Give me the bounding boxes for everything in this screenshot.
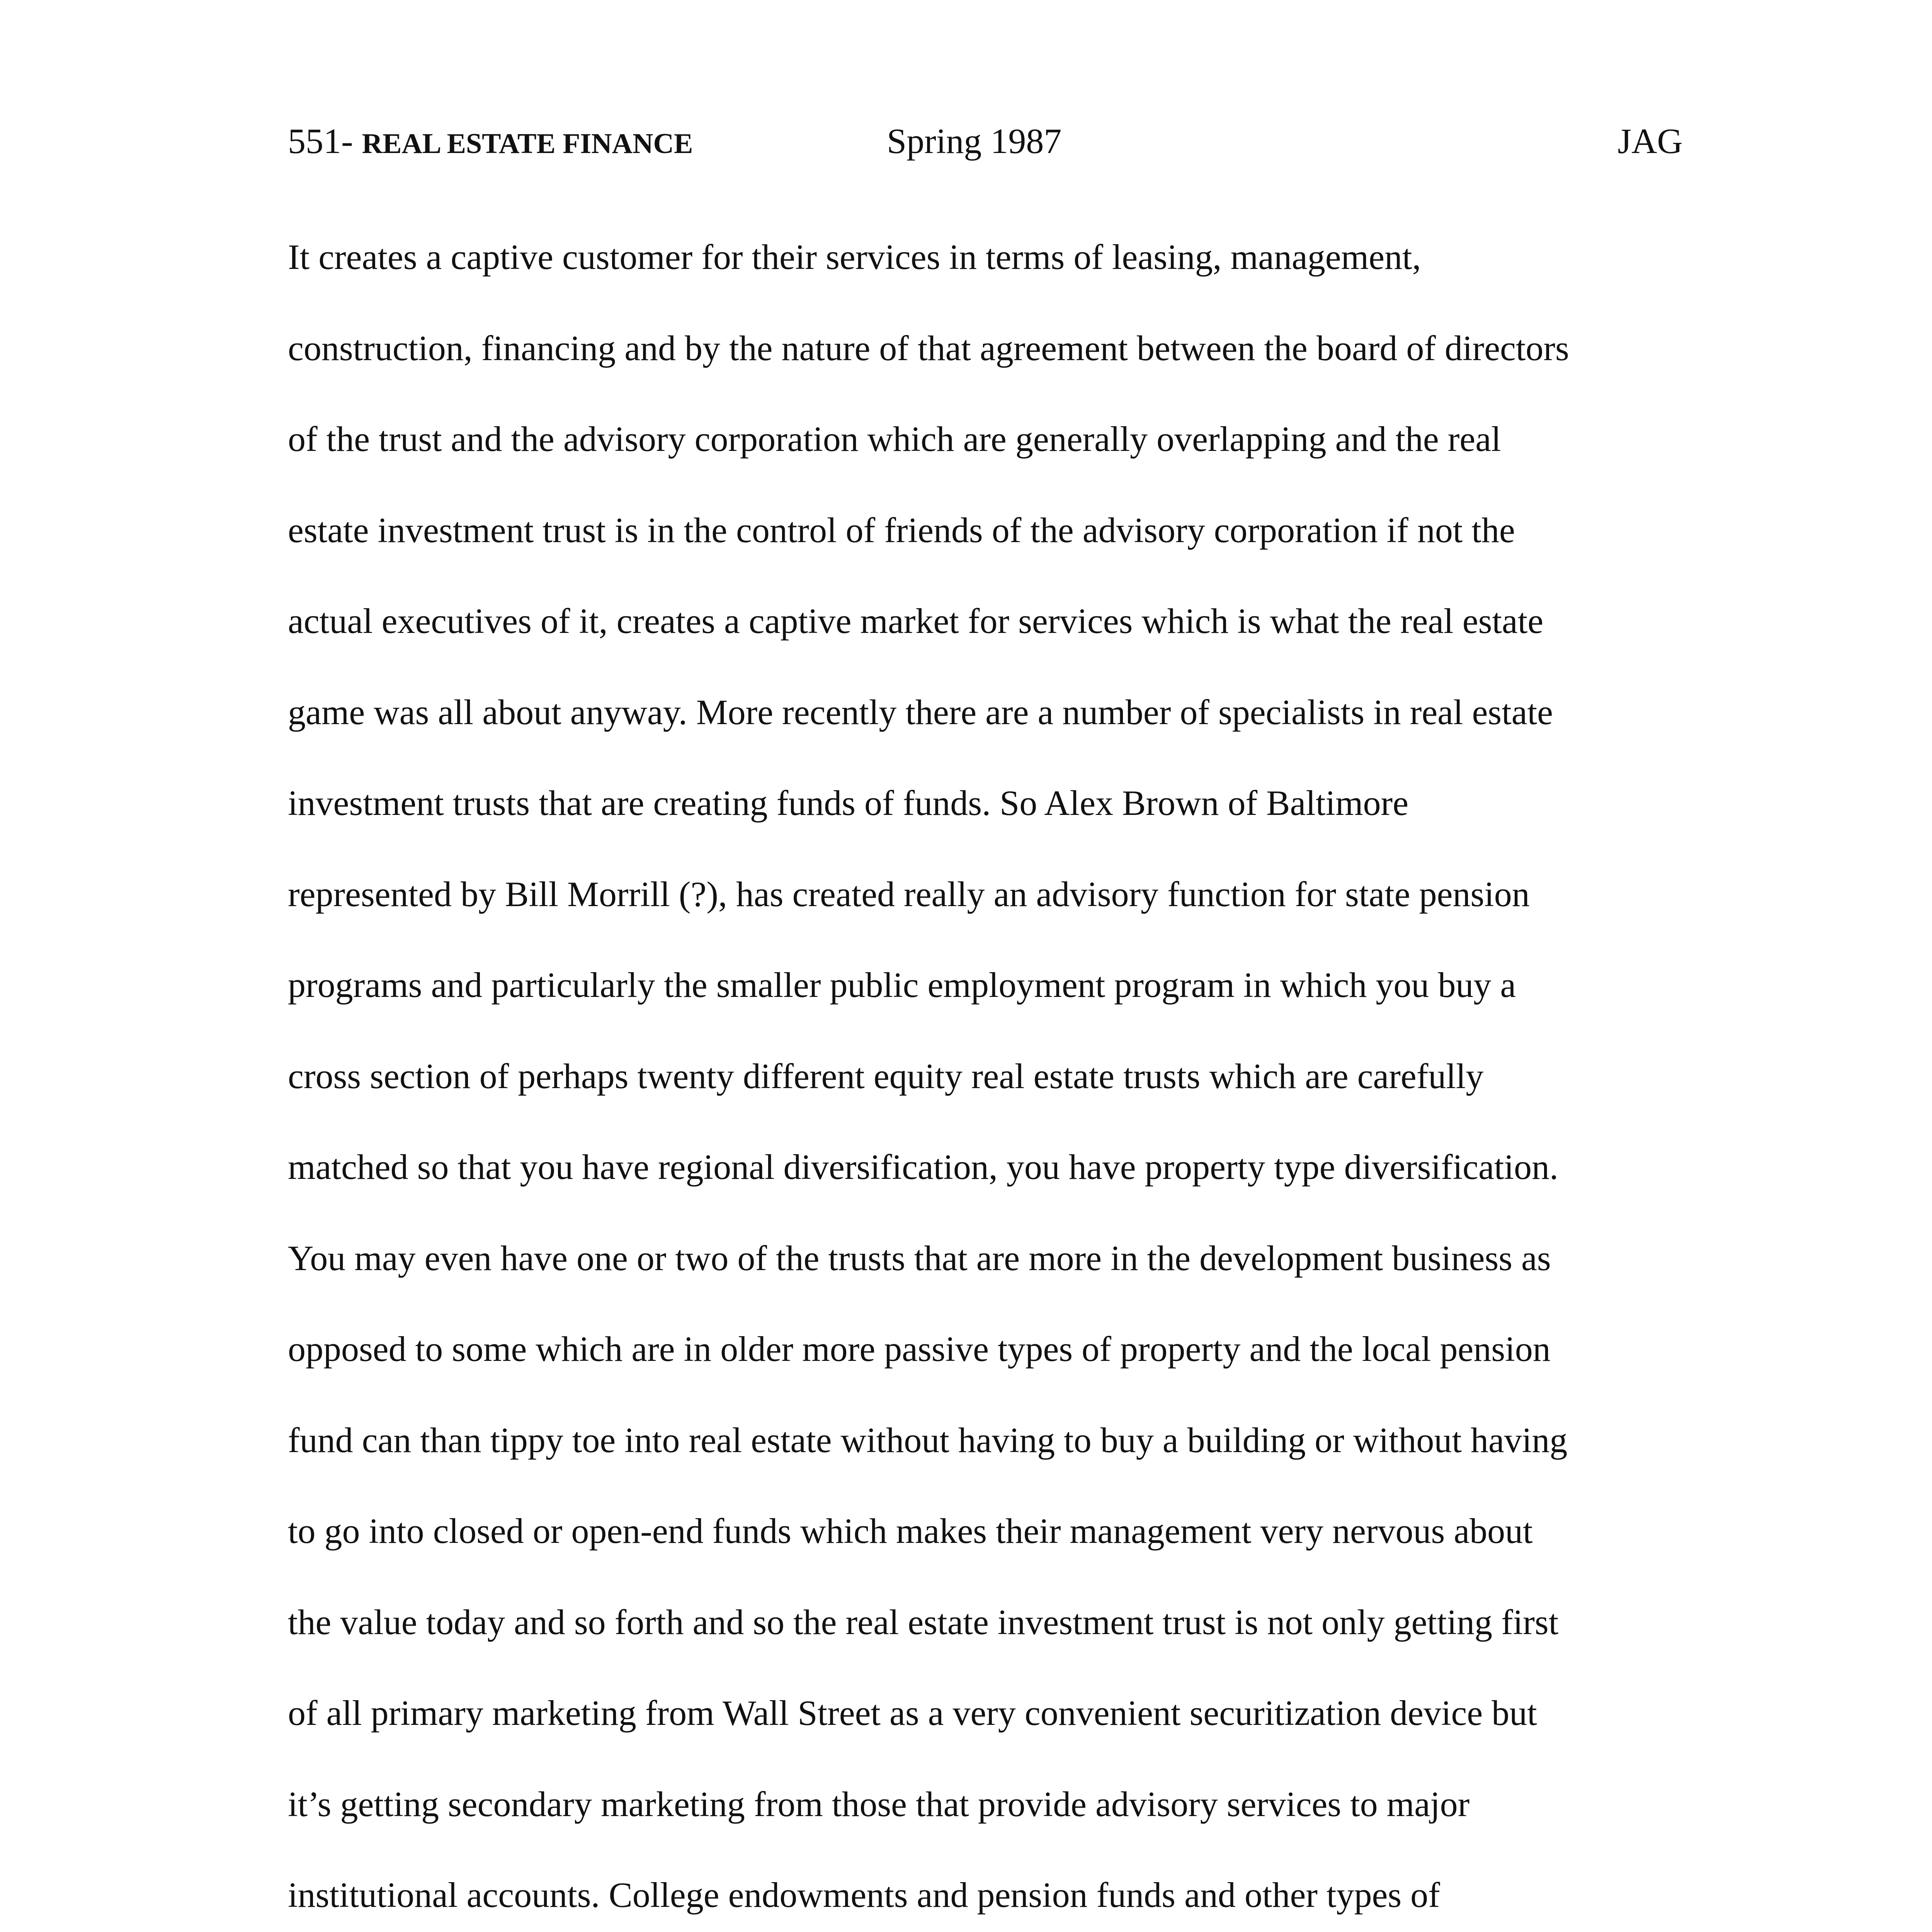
course-label xyxy=(288,116,693,169)
text-line: cross section of perhaps twenty different equity real estate trusts which are carefully xyxy=(288,1056,1484,1096)
text-line: fund can than tippy toe into real estate without having to buy a building or without having xyxy=(288,1420,1568,1460)
text-line: it’s getting secondary marketing from those that provide advisory services to major xyxy=(288,1784,1470,1824)
page-header xyxy=(288,116,1683,166)
text-line: of all primary marketing from Wall Street as a very convenient securitization device but xyxy=(288,1693,1537,1733)
transcript-body xyxy=(288,232,1683,1932)
course-title: REAL ESTATE FINANCE xyxy=(362,128,693,160)
author-initials: JAG xyxy=(1617,121,1683,161)
text-line: to go into closed or open-end funds which makes their management very nervous about xyxy=(288,1511,1533,1551)
text-line: investment trusts that are creating funds of funds. So Alex Brown of Baltimore xyxy=(288,783,1409,823)
text-line: game was all about anyway. More recently there are a number of specialists in real estate xyxy=(288,692,1553,732)
text-line: actual executives of it, creates a captive market for services which is what the real estate xyxy=(288,601,1544,641)
course-number: 551- xyxy=(288,121,362,161)
text-line: It creates a captive customer for their services in terms of leasing, management, xyxy=(288,237,1421,277)
text-line: matched so that you have regional diversification, you have property type diversification. xyxy=(288,1147,1558,1187)
text-line: represented by Bill Morrill (?), has created really an advisory function for state pension xyxy=(288,874,1530,914)
text-line: You may even have one or two of the trusts that are more in the development business as xyxy=(288,1238,1551,1278)
text-line: institutional accounts. College endowments and pension funds and other types of xyxy=(288,1875,1440,1915)
text-line: of the trust and the advisory corporation which are generally overlapping and the real xyxy=(288,419,1501,459)
text-line: the value today and so forth and so the real estate investment trust is not only getting first xyxy=(288,1602,1559,1642)
term-label: Spring 1987 xyxy=(887,121,1062,161)
text-line: estate investment trust is in the control of friends of the advisory corporation if not the xyxy=(288,510,1515,550)
text-line: programs and particularly the smaller public employment program in which you buy a xyxy=(288,965,1516,1005)
text-line: construction, financing and by the nature of that agreement between the board of directors xyxy=(288,328,1569,368)
text-line: opposed to some which are in older more passive types of property and the local pension xyxy=(288,1329,1551,1369)
